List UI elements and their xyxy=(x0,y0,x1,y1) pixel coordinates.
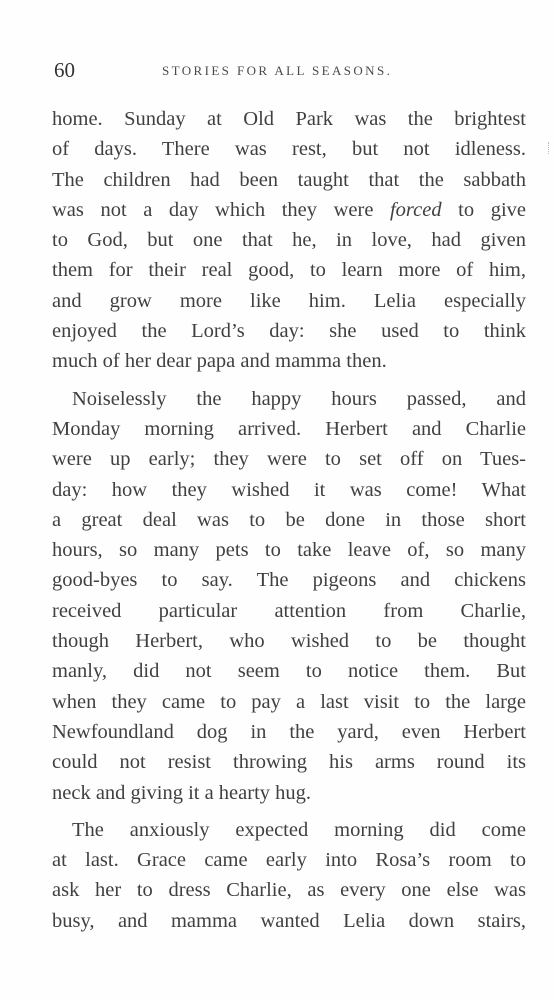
text-line: a great deal was to be done in those short xyxy=(52,508,526,531)
text-line: at last. Grace came early into Rosa’s room to xyxy=(52,849,526,872)
text-line: The anxiously expected morning did come xyxy=(72,818,526,841)
text-line: hours, so many pets to take leave of, so many xyxy=(52,539,526,562)
text-line: and grow more like him. Lelia especially xyxy=(52,289,526,312)
paragraph-3 xyxy=(52,815,526,936)
text-segment: was not a day which they were xyxy=(52,198,390,221)
text-line: Newfoundland dog in the yard, even Herbert xyxy=(52,720,526,743)
text-line: them for their real good, to learn more of him, xyxy=(52,259,526,282)
text-segment: to give xyxy=(441,198,526,221)
text-line: ask her to dress Charlie, as every one else was xyxy=(52,879,526,902)
text-line: manly, did not seem to notice them. But xyxy=(52,660,526,683)
margin-mark xyxy=(548,142,551,154)
paragraph-2 xyxy=(52,384,526,808)
text-line: neck and giving it a hearty hug. xyxy=(52,781,312,804)
text-line: could not resist throwing his arms round its xyxy=(52,751,526,774)
text-line: when they came to pay a last visit to the large xyxy=(52,690,526,713)
text-line: day: how they wished it was come! What xyxy=(52,478,526,501)
text-line: though Herbert, who wished to be thought xyxy=(52,630,526,653)
paragraph-1 xyxy=(52,104,526,377)
running-head xyxy=(52,58,524,82)
text-line: much of her dear papa and mamma then. xyxy=(52,350,387,373)
text-line: received particular attention from Charlie, xyxy=(52,599,526,622)
text-line: Noiselessly the happy hours passed, and xyxy=(72,387,526,410)
text-line: to God, but one that he, in love, had given xyxy=(52,229,526,252)
emphasis-word: forced xyxy=(389,198,442,221)
text-line: home. Sunday at Old Park was the brightest xyxy=(52,108,526,130)
text-line: enjoyed the Lord’s day: she used to think xyxy=(52,320,526,343)
text-line: busy, and mamma wanted Lelia down stairs, xyxy=(52,909,526,932)
text-line: of days. There was rest, but not idleness. xyxy=(52,138,526,161)
text-line: The children had been taught that the sabbath xyxy=(52,168,526,191)
page-number: 60 xyxy=(54,58,75,82)
text-line: good-byes to say. The pigeons and chickens xyxy=(52,569,526,592)
body-text xyxy=(52,104,526,936)
running-title: STORIES FOR ALL SEASONS. xyxy=(162,63,393,78)
text-line-with-emphasis xyxy=(52,195,526,225)
text-line: Monday morning arrived. Herbert and Charlie xyxy=(52,417,526,440)
text-line: were up early; they were to set off on Tues- xyxy=(52,448,526,471)
